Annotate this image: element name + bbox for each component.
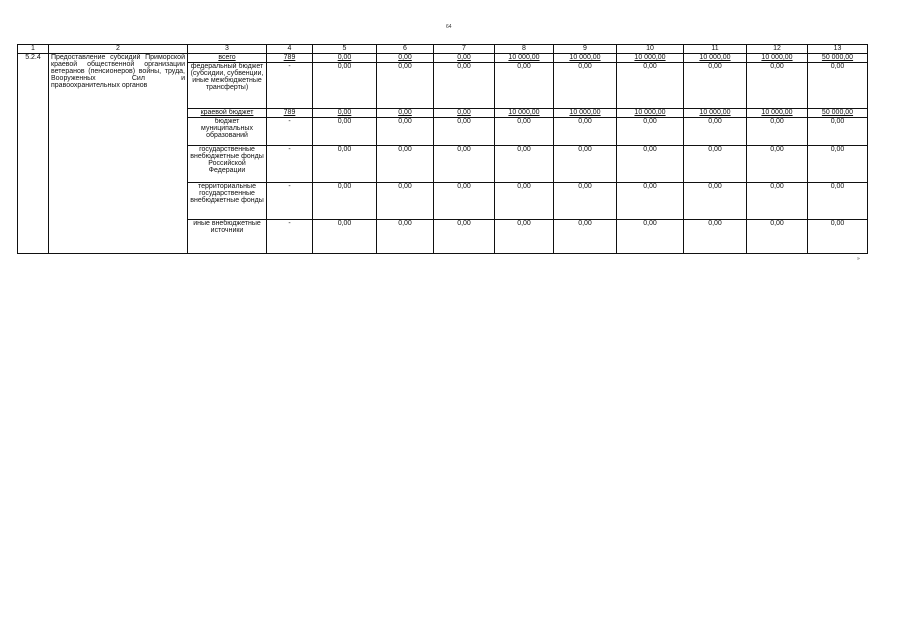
value-cell: 0,00 xyxy=(377,118,434,146)
value-cell: 0,00 xyxy=(684,118,747,146)
value-cell: 0,00 xyxy=(313,54,377,63)
value-cell: 0,00 xyxy=(684,183,747,220)
corner-mark: » xyxy=(857,256,860,262)
value-cell: 0,00 xyxy=(313,183,377,220)
value-cell: 0,00 xyxy=(808,118,868,146)
value-cell: 0,00 xyxy=(554,183,617,220)
value-cell: 0,00 xyxy=(377,146,434,183)
value-cell: 0,00 xyxy=(554,146,617,183)
value-cell: 10 000,00 xyxy=(684,54,747,63)
value-cell: 0,00 xyxy=(434,220,495,254)
header-cell: 6 xyxy=(377,45,434,54)
header-cell: 9 xyxy=(554,45,617,54)
value-cell: 0,00 xyxy=(808,63,868,109)
code-cell: - xyxy=(267,118,313,146)
header-cell: 7 xyxy=(434,45,495,54)
value-cell: 0,00 xyxy=(377,183,434,220)
value-cell: 0,00 xyxy=(313,109,377,118)
value-cell: 0,00 xyxy=(747,146,808,183)
header-cell: 13 xyxy=(808,45,868,54)
header-cell: 11 xyxy=(684,45,747,54)
source-cell: бюджет муниципальных образований xyxy=(188,118,267,146)
value-cell: 0,00 xyxy=(377,220,434,254)
value-cell: 0,00 xyxy=(377,63,434,109)
value-cell: 0,00 xyxy=(684,146,747,183)
value-cell: 10 000,00 xyxy=(554,54,617,63)
value-cell: 0,00 xyxy=(495,183,554,220)
value-cell: 10 000,00 xyxy=(617,54,684,63)
value-cell: 0,00 xyxy=(617,220,684,254)
value-cell: 0,00 xyxy=(313,146,377,183)
code-cell: 789 xyxy=(267,109,313,118)
value-cell: 10 000,00 xyxy=(554,109,617,118)
code-cell: - xyxy=(267,146,313,183)
source-cell: территориальные государственные внебюджетные фонды xyxy=(188,183,267,220)
value-cell: 0,00 xyxy=(617,183,684,220)
value-cell: 0,00 xyxy=(313,118,377,146)
value-cell: 0,00 xyxy=(554,220,617,254)
row-name: Предоставление субсидий Приморской краевой общественной организации ветеранов (пенсионеров) войны, труда, Вооруженных Сил и правоохранительных органов xyxy=(49,54,188,254)
value-cell: 0,00 xyxy=(808,146,868,183)
value-cell: 10 000,00 xyxy=(684,109,747,118)
value-cell: 0,00 xyxy=(495,63,554,109)
value-cell: 0,00 xyxy=(554,63,617,109)
value-cell: 0,00 xyxy=(495,118,554,146)
value-cell: 0,00 xyxy=(377,54,434,63)
header-cell: 12 xyxy=(747,45,808,54)
value-cell: 0,00 xyxy=(617,63,684,109)
header-cell: 8 xyxy=(495,45,554,54)
row-code: 5.2.4 xyxy=(18,54,49,254)
value-cell: 0,00 xyxy=(495,220,554,254)
header-cell: 10 xyxy=(617,45,684,54)
value-cell: 0,00 xyxy=(313,63,377,109)
source-cell: иные внебюджетные источники xyxy=(188,220,267,254)
value-cell: 0,00 xyxy=(684,63,747,109)
value-cell: 0,00 xyxy=(495,146,554,183)
value-cell: 0,00 xyxy=(747,183,808,220)
value-cell: 0,00 xyxy=(434,63,495,109)
value-cell: 10 000,00 xyxy=(747,54,808,63)
value-cell: 0,00 xyxy=(617,118,684,146)
value-cell: 50 000,00 xyxy=(808,54,868,63)
value-cell: 10 000,00 xyxy=(495,109,554,118)
value-cell: 0,00 xyxy=(554,118,617,146)
header-row xyxy=(18,45,868,54)
code-cell: 789 xyxy=(267,54,313,63)
value-cell: 0,00 xyxy=(377,109,434,118)
value-cell: 10 000,00 xyxy=(495,54,554,63)
value-cell: 0,00 xyxy=(434,109,495,118)
source-cell: всего xyxy=(188,54,267,63)
code-cell: - xyxy=(267,63,313,109)
header-cell: 2 xyxy=(49,45,188,54)
source-cell: государственные внебюджетные фонды Российской Федерации xyxy=(188,146,267,183)
source-cell: федеральный бюджет (субсидии, субвенции, иные межбюджетные трансферты) xyxy=(188,63,267,109)
value-cell: 0,00 xyxy=(808,183,868,220)
value-cell: 0,00 xyxy=(434,54,495,63)
budget-table xyxy=(17,44,868,254)
header-cell: 4 xyxy=(267,45,313,54)
value-cell: 0,00 xyxy=(434,118,495,146)
value-cell: 10 000,00 xyxy=(617,109,684,118)
value-cell: 0,00 xyxy=(808,220,868,254)
value-cell: 0,00 xyxy=(434,146,495,183)
source-cell: краевой бюджет xyxy=(188,109,267,118)
table-row xyxy=(18,54,868,63)
value-cell: 0,00 xyxy=(434,183,495,220)
header-cell: 1 xyxy=(18,45,49,54)
value-cell: 50 000,00 xyxy=(808,109,868,118)
code-cell: - xyxy=(267,220,313,254)
value-cell: 0,00 xyxy=(747,118,808,146)
header-cell: 5 xyxy=(313,45,377,54)
value-cell: 10 000,00 xyxy=(747,109,808,118)
header-cell: 3 xyxy=(188,45,267,54)
value-cell: 0,00 xyxy=(313,220,377,254)
value-cell: 0,00 xyxy=(747,220,808,254)
page-number: 64 xyxy=(446,24,452,30)
value-cell: 0,00 xyxy=(747,63,808,109)
code-cell: - xyxy=(267,183,313,220)
value-cell: 0,00 xyxy=(617,146,684,183)
value-cell: 0,00 xyxy=(684,220,747,254)
